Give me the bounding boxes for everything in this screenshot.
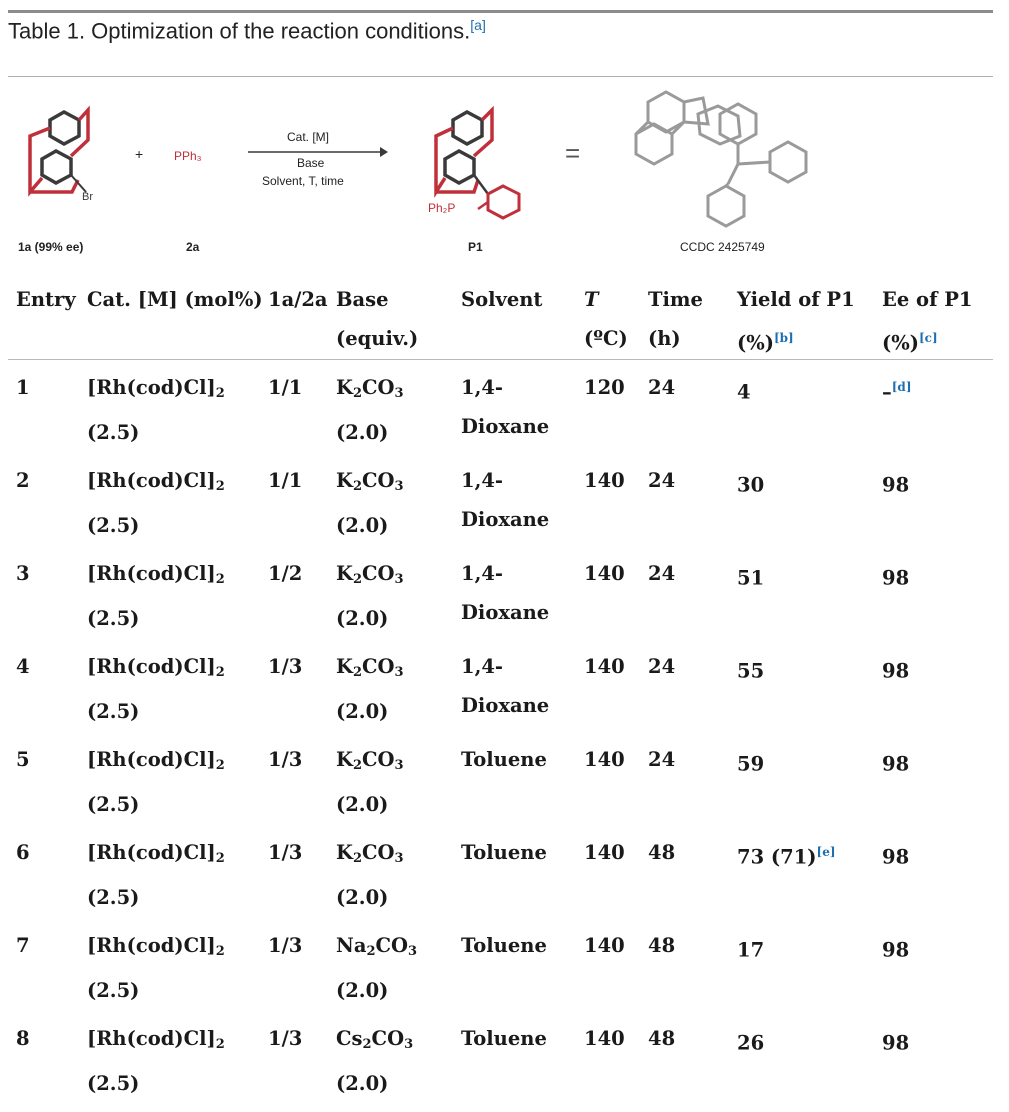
cell-ee-value: 98 <box>882 566 910 590</box>
cell-solvent-line1: Toluene <box>461 748 547 771</box>
cell-base-cation: Na <box>336 934 367 957</box>
cell-base-cation: K <box>336 841 353 864</box>
cell-catalyst-loading: (2.5) <box>87 1072 140 1095</box>
cell-ratio: 1/3 <box>268 841 303 864</box>
cell-base-sub2: 3 <box>394 386 404 401</box>
cell-base <box>336 461 404 545</box>
plus-sign: + <box>135 146 144 162</box>
cell-catalyst <box>87 554 225 638</box>
cell-temperature: 140 <box>584 748 625 771</box>
cell-yield-value: 4 <box>737 380 751 404</box>
cell-yield <box>737 368 751 412</box>
reactant-2a-label: 2a <box>186 240 200 254</box>
cell-temperature: 120 <box>584 376 625 399</box>
cell-catalyst-sub: 2 <box>215 572 225 587</box>
cell-time: 24 <box>648 562 676 585</box>
reactant-1a-br: Br <box>82 191 93 203</box>
cell-ratio: 1/3 <box>268 1027 303 1050</box>
header-time <box>648 280 703 358</box>
cell-base-sub2: 3 <box>394 758 404 773</box>
cell-entry: 4 <box>16 655 30 678</box>
table-row <box>0 554 1009 647</box>
reactant-2a-formula: PPh₃ <box>174 149 202 163</box>
equals-sign: = <box>565 138 581 168</box>
caption-text: Table 1. Optimization of the reaction conditions. <box>8 18 471 44</box>
cell-base <box>336 647 404 731</box>
reaction-arrowhead <box>380 147 388 157</box>
table-row <box>0 647 1009 740</box>
cell-temperature: 140 <box>584 655 625 678</box>
cell-catalyst <box>87 926 225 1010</box>
cell-yield <box>737 647 764 691</box>
ccdc-label: CCDC 2425749 <box>680 240 765 254</box>
cell-base-cation: Cs <box>336 1027 363 1050</box>
cell-catalyst-loading: (2.5) <box>87 886 140 909</box>
cell-ratio: 1/3 <box>268 934 303 957</box>
cell-catalyst-loading: (2.5) <box>87 700 140 723</box>
cell-ee-value: 98 <box>882 659 910 683</box>
cell-base-equiv: (2.0) <box>336 607 389 630</box>
cell-time: 24 <box>648 748 676 771</box>
reactant-1a-structure <box>30 110 88 192</box>
cell-catalyst-name: [Rh(cod)Cl] <box>87 841 216 864</box>
cell-base-equiv: (2.0) <box>336 886 389 909</box>
cell-solvent <box>461 833 547 872</box>
cell-solvent-line1: Toluene <box>461 1027 547 1050</box>
cell-catalyst-sub: 2 <box>215 851 225 866</box>
header-catalyst: Cat. [M] (mol%) <box>87 288 263 311</box>
cell-ee-value: 98 <box>882 473 910 497</box>
cell-catalyst <box>87 740 225 824</box>
cell-time: 24 <box>648 655 676 678</box>
header-ee <box>882 280 972 363</box>
header-yield <box>737 280 855 363</box>
table-row <box>0 1019 1009 1112</box>
header-ee-line1: Ee of P1 <box>882 288 973 311</box>
cell-base-anion: CO <box>375 934 409 957</box>
header-temp-line1: T <box>584 288 599 311</box>
arrow-base-label: Base <box>297 156 325 170</box>
caption-rule <box>8 76 993 77</box>
cell-base-equiv: (2.0) <box>336 514 389 537</box>
cell-yield <box>737 926 764 970</box>
cell-catalyst-sub: 2 <box>215 758 225 773</box>
top-rule <box>8 10 993 13</box>
cell-catalyst-loading: (2.5) <box>87 514 140 537</box>
cell-ee <box>882 461 909 505</box>
table-row <box>0 833 1009 926</box>
cell-base-sub2: 3 <box>408 944 418 959</box>
cell-base-sub1: 2 <box>352 479 362 494</box>
cell-catalyst-sub: 2 <box>215 944 225 959</box>
cell-base-cation: K <box>336 748 353 771</box>
cell-base <box>336 554 404 638</box>
table-row <box>0 368 1009 461</box>
cell-base-equiv: (2.0) <box>336 700 389 723</box>
cell-entry: 1 <box>16 376 30 399</box>
table-row <box>0 926 1009 1019</box>
cell-base-sub2: 3 <box>394 572 404 587</box>
cell-catalyst-name: [Rh(cod)Cl] <box>87 655 216 678</box>
cell-catalyst-sub: 2 <box>215 479 225 494</box>
header-time-line2: (h) <box>648 327 681 350</box>
cell-base <box>336 1019 413 1103</box>
cell-catalyst-name: [Rh(cod)Cl] <box>87 376 216 399</box>
product-p1-label: P1 <box>468 240 483 254</box>
cell-base <box>336 833 404 917</box>
cell-catalyst <box>87 461 225 545</box>
cell-solvent-line2: Dioxane <box>461 601 550 624</box>
header-base-line2: (equiv.) <box>336 327 419 350</box>
table-caption <box>8 17 486 44</box>
cell-catalyst-sub: 2 <box>215 1037 225 1052</box>
cell-base <box>336 368 404 452</box>
cell-yield-value: 17 <box>737 938 765 962</box>
cell-ee-value: 98 <box>882 845 910 869</box>
cell-catalyst-loading: (2.5) <box>87 421 140 444</box>
cell-entry: 3 <box>16 562 30 585</box>
cell-base-cation: K <box>336 376 353 399</box>
arrow-conditions-label: Solvent, T, time <box>262 174 344 188</box>
cell-catalyst-name: [Rh(cod)Cl] <box>87 934 216 957</box>
cell-solvent-line1: 1,4- <box>461 469 504 492</box>
cell-solvent <box>461 647 549 725</box>
cell-time: 24 <box>648 469 676 492</box>
header-temp-line2: (ºC) <box>584 327 628 350</box>
cell-catalyst-loading: (2.5) <box>87 793 140 816</box>
cell-catalyst-sub: 2 <box>215 386 225 401</box>
cell-solvent <box>461 1019 547 1058</box>
cell-yield-value: 26 <box>737 1031 765 1055</box>
cell-ratio: 1/1 <box>268 469 303 492</box>
cell-ratio: 1/3 <box>268 748 303 771</box>
table-row <box>0 740 1009 833</box>
cell-yield <box>737 833 836 877</box>
header-ee-footnote-link[interactable]: [c] <box>918 331 938 345</box>
cell-yield <box>737 461 764 505</box>
cell-entry: 5 <box>16 748 30 771</box>
cell-base-anion: CO <box>362 841 395 864</box>
table-row <box>0 461 1009 554</box>
cell-catalyst-loading: (2.5) <box>87 979 140 1002</box>
cell-ee-footnote-link[interactable]: [d] <box>891 380 912 394</box>
cell-base-anion: CO <box>362 562 395 585</box>
cell-base-anion: CO <box>362 748 395 771</box>
cell-solvent-line1: 1,4- <box>461 655 504 678</box>
cell-yield-value: 30 <box>737 473 765 497</box>
cell-yield-value: 59 <box>737 752 765 776</box>
cell-time: 48 <box>648 841 676 864</box>
cell-solvent-line1: 1,4- <box>461 376 504 399</box>
caption-footnote-link[interactable]: [a] <box>470 17 486 33</box>
reaction-scheme <box>8 84 993 264</box>
cell-ee-value: 98 <box>882 752 910 776</box>
cell-temperature: 140 <box>584 934 625 957</box>
cell-base <box>336 740 404 824</box>
cell-base-equiv: (2.0) <box>336 979 389 1002</box>
cell-yield-value: 73 (71) <box>737 845 817 869</box>
cell-ratio: 1/2 <box>268 562 303 585</box>
cell-catalyst <box>87 833 225 917</box>
cell-catalyst-loading: (2.5) <box>87 607 140 630</box>
cell-yield <box>737 740 764 784</box>
cell-base-sub2: 3 <box>394 851 404 866</box>
header-yield-footnote-link[interactable]: [b] <box>773 331 794 345</box>
cell-base-equiv: (2.0) <box>336 793 389 816</box>
cell-catalyst-name: [Rh(cod)Cl] <box>87 469 216 492</box>
cell-yield <box>737 554 764 598</box>
cell-solvent <box>461 554 549 632</box>
header-base <box>336 280 418 358</box>
header-entry: Entry <box>16 288 76 311</box>
cell-ratio: 1/1 <box>268 376 303 399</box>
cell-entry: 8 <box>16 1027 30 1050</box>
cell-solvent-line1: 1,4- <box>461 562 504 585</box>
cell-yield-value: 51 <box>737 566 765 590</box>
cell-entry: 2 <box>16 469 30 492</box>
crystal-structure-image <box>636 92 806 226</box>
cell-ee <box>882 833 909 877</box>
header-ee-line2: (%) <box>882 331 919 355</box>
cell-temperature: 140 <box>584 562 625 585</box>
cell-base-sub1: 2 <box>352 572 362 587</box>
cell-base-sub1: 2 <box>352 851 362 866</box>
cell-base-sub1: 2 <box>366 944 376 959</box>
cell-time: 48 <box>648 1027 676 1050</box>
product-ph2p-label: Ph₂P <box>428 201 456 215</box>
cell-entry: 7 <box>16 934 30 957</box>
cell-catalyst-name: [Rh(cod)Cl] <box>87 748 216 771</box>
cell-ee-value: 98 <box>882 938 910 962</box>
cell-ee <box>882 1019 909 1063</box>
cell-ee <box>882 926 909 970</box>
header-solvent: Solvent <box>461 288 543 311</box>
cell-solvent <box>461 926 547 965</box>
cell-yield-footnote-link[interactable]: [e] <box>816 845 836 859</box>
cell-base-anion: CO <box>362 655 395 678</box>
cell-solvent-line2: Dioxane <box>461 694 550 717</box>
cell-yield <box>737 1019 764 1063</box>
cell-catalyst-sub: 2 <box>215 665 225 680</box>
cell-solvent <box>461 740 547 779</box>
cell-base-sub2: 3 <box>394 479 404 494</box>
cell-base-cation: K <box>336 655 353 678</box>
cell-time: 24 <box>648 376 676 399</box>
cell-catalyst <box>87 368 225 452</box>
cell-base-equiv: (2.0) <box>336 1072 389 1095</box>
cell-ee <box>882 647 909 691</box>
cell-base-cation: K <box>336 469 353 492</box>
header-time-line1: Time <box>648 288 703 311</box>
cell-temperature: 140 <box>584 841 625 864</box>
cell-base-anion: CO <box>371 1027 405 1050</box>
header-yield-line2: (%) <box>737 331 774 355</box>
cell-base-sub2: 3 <box>394 665 404 680</box>
cell-base-cation: K <box>336 562 353 585</box>
cell-ee <box>882 554 909 598</box>
cell-ee-value: – <box>882 380 892 404</box>
cell-yield-value: 55 <box>737 659 765 683</box>
cell-ee <box>882 740 909 784</box>
cell-base-sub1: 2 <box>352 758 362 773</box>
header-rule <box>8 359 993 360</box>
cell-temperature: 140 <box>584 469 625 492</box>
cell-entry: 6 <box>16 841 30 864</box>
cell-solvent-line2: Dioxane <box>461 415 550 438</box>
cell-catalyst-name: [Rh(cod)Cl] <box>87 1027 216 1050</box>
cell-base-anion: CO <box>362 469 395 492</box>
cell-ee-value: 98 <box>882 1031 910 1055</box>
cell-time: 48 <box>648 934 676 957</box>
cell-solvent-line2: Dioxane <box>461 508 550 531</box>
cell-solvent-line1: Toluene <box>461 934 547 957</box>
cell-solvent <box>461 368 549 446</box>
cell-base-sub1: 2 <box>352 386 362 401</box>
cell-solvent <box>461 461 549 539</box>
cell-catalyst <box>87 1019 225 1103</box>
header-temperature <box>584 280 628 358</box>
cell-base <box>336 926 417 1010</box>
cell-catalyst <box>87 647 225 731</box>
cell-solvent-line1: Toluene <box>461 841 547 864</box>
cell-base-sub1: 2 <box>362 1037 372 1052</box>
arrow-catalyst-label: Cat. [M] <box>287 130 330 144</box>
cell-base-sub1: 2 <box>352 665 362 680</box>
header-base-line1: Base <box>336 288 389 311</box>
header-yield-line1: Yield of P1 <box>737 288 855 311</box>
cell-base-anion: CO <box>362 376 395 399</box>
cell-base-sub2: 3 <box>404 1037 414 1052</box>
reactant-1a-label: 1a (99% ee) <box>18 240 84 254</box>
cell-catalyst-name: [Rh(cod)Cl] <box>87 562 216 585</box>
cell-ratio: 1/3 <box>268 655 303 678</box>
cell-ee <box>882 368 912 412</box>
cell-temperature: 140 <box>584 1027 625 1050</box>
cell-base-equiv: (2.0) <box>336 421 389 444</box>
header-ratio: 1a/2a <box>268 288 328 311</box>
